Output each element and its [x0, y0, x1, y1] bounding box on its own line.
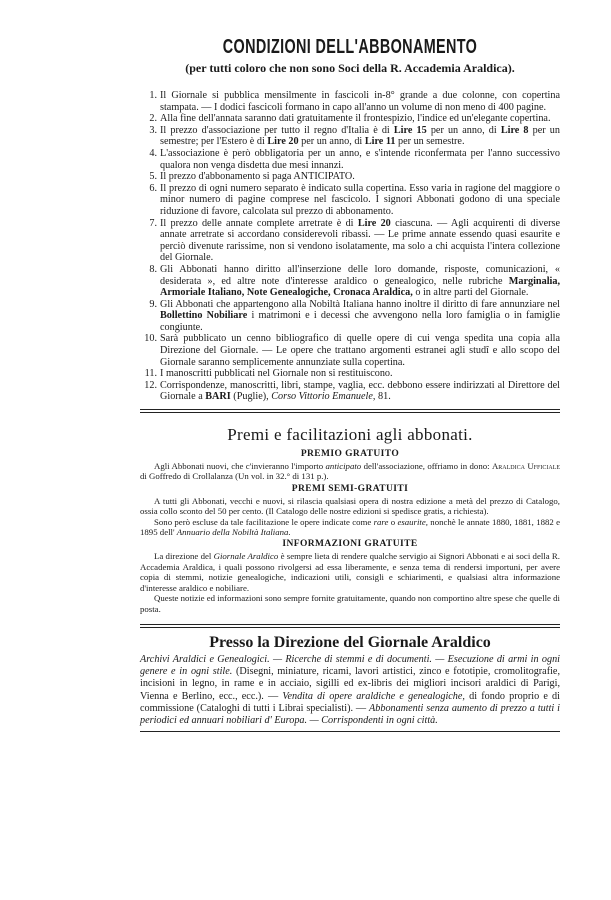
- text-run: i matrimoni e i decessi che avvengono nella loro famiglia o in famiglie congiunte.: [160, 310, 561, 333]
- condition-item: [140, 125, 560, 148]
- condition-item: [140, 90, 560, 113]
- premi-semi-gratuiti-heading: PREMI SEMI-GRATUITI: [291, 483, 409, 494]
- direzione-text: [140, 654, 560, 727]
- bottom-rule: [140, 731, 560, 732]
- premi-title: Premi e facilitazioni agli abbonati.: [227, 425, 473, 445]
- text-run: è sempre lieta di rendere qualche servigio ai Signori Abbonati e ai soci della R. Accademia Araldica, i quali possono rivolgersi ad essa liberamente, e senza tema di rendersi importuni, per avere copia di stemmi, notizie genealogiche, indicazioni utili, consigli e schiarimenti, e qualsiasi altra informazione d'interesse araldico e nobiliare.: [140, 551, 561, 593]
- text-run: Il prezzo di ogni numero separato è indicato sulla copertina. Esso varia in ragione del maggiore o minor numero di pagine comprese nel fascicolo. I signori Abbonati godono di una speciale riduzione di favore, calcolata sul prezzo di abbonamento.: [160, 182, 560, 217]
- text-run: ciascuna. — Agli acquirenti di diverse annate arretrate si accordano considerevoli ribassi. — Le prime annate essendo quasi esaurite e perciò divenute rarissime, non si vendono isolatamente, ma solo a chi acquista l'intera collezione del Giornale.: [160, 217, 560, 264]
- condition-number: 2.: [149, 113, 157, 125]
- text-run: nonchè le annate 1880, 1881, 1882 e 1895 dell': [140, 516, 561, 538]
- condition-item: [140, 368, 560, 380]
- text-run: rare: [373, 516, 389, 527]
- text-run: o in altre parti del Giornale.: [412, 287, 529, 299]
- text-run: Lire 20: [357, 217, 391, 229]
- text-run: L'associazione è però obbligatoria per un anno, e s'intende riconfermata per l'anno successivo qualora non venga disdetta due mesi innanzi.: [160, 147, 560, 171]
- condition-number: 6.: [149, 182, 157, 194]
- text-run: anticipato: [325, 461, 362, 472]
- text-run: Il Giornale si pubblica mensilmente in fascicoli in-8° grande a due colonne, con copertina stampata. — I dodici fascicoli formano in capo all'anno un volume di non meno di 400 pagine.: [160, 90, 560, 113]
- text-run: Lire 8: [500, 124, 529, 136]
- text-run: Lire 20: [267, 136, 299, 148]
- condition-item: [140, 264, 560, 299]
- informazioni-text: [140, 551, 560, 593]
- condition-item: [140, 183, 560, 218]
- condition-number: 9.: [149, 298, 157, 310]
- informazioni-gratuite-heading: INFORMAZIONI GRATUITE: [282, 539, 418, 550]
- conditions-subtitle: (per tutti coloro che non sono Soci della R. Accademia Araldica).: [185, 61, 515, 75]
- text-run: Gli Abbonati che appartengono alla Nobiltà Italiana hanno inoltre il diritto di fare annunziare nel: [160, 298, 560, 310]
- section-divider: [140, 624, 560, 628]
- conditions-title: CONDIZIONI DELL'ABBONAMENTO: [222, 36, 478, 58]
- text-run: Annuario della Nobiltà Italiana.: [176, 527, 291, 538]
- condition-number: 1.: [149, 90, 157, 101]
- condition-item: [140, 380, 560, 403]
- text-run: Marginalia, Armoriale Italiano, Note Genealogiche, Cronaca Araldica,: [160, 275, 560, 299]
- section-divider: [140, 409, 560, 413]
- text-run: Il prezzo d'abbonamento si paga ANTICIPATO.: [160, 171, 355, 183]
- text-run: BARI: [205, 391, 231, 403]
- condition-item: [140, 218, 560, 264]
- condition-number: 3.: [149, 124, 157, 136]
- condition-item: [140, 113, 560, 125]
- text-run: dell'associazione, offriamo in dono:: [361, 461, 492, 472]
- text-run: La direzione del: [154, 551, 214, 562]
- text-run: o: [388, 516, 398, 527]
- text-run: Araldica Ufficiale: [491, 461, 561, 472]
- text-run: Lire 11: [364, 136, 396, 148]
- premio-gratuito-heading: PREMIO GRATUITO: [300, 449, 400, 460]
- text-run: per un anno, di: [426, 124, 501, 136]
- premi-exclusions-text: [140, 517, 560, 538]
- text-run: Bollettino Nobiliare: [160, 310, 248, 322]
- text-run: per un anno, di: [298, 136, 365, 148]
- text-run: Il prezzo d'associazione per tutto il regno d'Italia è di: [160, 124, 394, 136]
- premi-semi-gratuiti-text: A tutti gli Abbonati, vecchi e nuovi, si rilascia qualsiasi opera di nostra edizione a metà del prezzo di Catalogo, ossia collo sconto del 50 per cento. (Il Catalogo delle nostre edizioni si spedisce gratis, a richiesta).: [140, 495, 560, 517]
- condition-item: [140, 148, 560, 171]
- condition-item: [140, 333, 560, 368]
- condition-number: 10.: [144, 333, 157, 345]
- condition-item: [140, 171, 560, 183]
- text-run: Giornale Araldico: [213, 551, 279, 562]
- text-run: 81.: [375, 391, 391, 403]
- informazioni-postage-text: Queste notizie ed informazioni sono sempre fornite gratuitamente, quando non comportino altre spese che quelle di posta.: [140, 593, 560, 614]
- text-run: Archivi Araldici e Genealogici. — Ricerche di stemmi e di documenti. — Esecuzione di armi in ogni genere e in ogni stile.: [140, 653, 560, 678]
- text-run: Corso Vittorio Emanuele,: [271, 391, 376, 403]
- text-run: esaurite,: [397, 516, 428, 527]
- text-run: Lire 15: [393, 124, 427, 136]
- text-run: Abbonamenti senza aumento di prezzo a tutti i periodici ed annuari nobiliari d' Europa. — Corrispondenti in ogni città.: [140, 702, 560, 726]
- condition-number: 8.: [149, 263, 157, 275]
- condition-number: 5.: [149, 171, 157, 183]
- condition-item: [140, 299, 560, 334]
- conditions-list: [140, 90, 560, 403]
- text-run: Corrispondenze, manoscritti, libri, stampe, vaglia, ecc. debbono essere indirizzati al Direttore del Giornale a: [160, 379, 560, 403]
- text-run: Sono però escluse da tale facilitazione le opere indicate come: [154, 516, 374, 527]
- page: [140, 0, 560, 732]
- text-run: Vendita di opere araldiche e genealogiche,: [282, 690, 465, 702]
- text-run: (Puglie),: [230, 391, 272, 403]
- condition-number: 4.: [149, 147, 157, 159]
- text-run: per un semestre; per l'Estero è di: [160, 124, 560, 148]
- text-run: Sarà pubblicato un cenno bibliografico di quelle opere di cui venga spedita una copia alla Direzione del Giornale. — Le opere che trattano argomenti estranei agli studî e allo scopo del Giornale saranno semplicemente annunziate sulla copertina.: [160, 333, 560, 368]
- text-run: Agli Abbonati nuovi, che c'invieranno l'importo: [154, 461, 326, 472]
- text-run: di fondo proprio e di commissione (Cataloghi di tutti i Librai specialisti). —: [140, 690, 560, 714]
- text-run: I manoscritti pubblicati nel Giornale non si restituiscono.: [160, 368, 393, 380]
- condition-number: 7.: [149, 217, 157, 229]
- text-run: Il prezzo delle annate complete arretrate è di: [160, 217, 358, 229]
- text-run: Alla fine dell'annata saranno dati gratuitamente il frontespizio, l'indice ed un'elegante copertina.: [160, 113, 551, 125]
- text-run: per un semestre.: [395, 136, 465, 148]
- direzione-title: Presso la Direzione del Giornale Araldico: [209, 633, 491, 651]
- premio-gratuito-text: [140, 461, 560, 482]
- text-run: Gli Abbonati hanno diritto all'inserzione delle loro domande, risposte, comunicazioni, « desiderata », ed altre note d'interesse araldico o genealogico, nelle rubriche: [160, 263, 560, 287]
- text-run: di Goffredo di Crollalanza (Un vol. in 32.° di 131 p.).: [140, 471, 329, 482]
- condition-number: 11.: [144, 368, 157, 380]
- text-run: (Disegni, miniature, ricami, lavori artistici, zinco e fototipie, cromolitografie, incisioni in legno, in rame e in acciaio, sigilli ed ex-libris dei migliori incisori araldici di Parigi, Vienna e Berlino, ecc., ecc.). —: [140, 666, 560, 702]
- condition-number: 12.: [144, 379, 157, 391]
